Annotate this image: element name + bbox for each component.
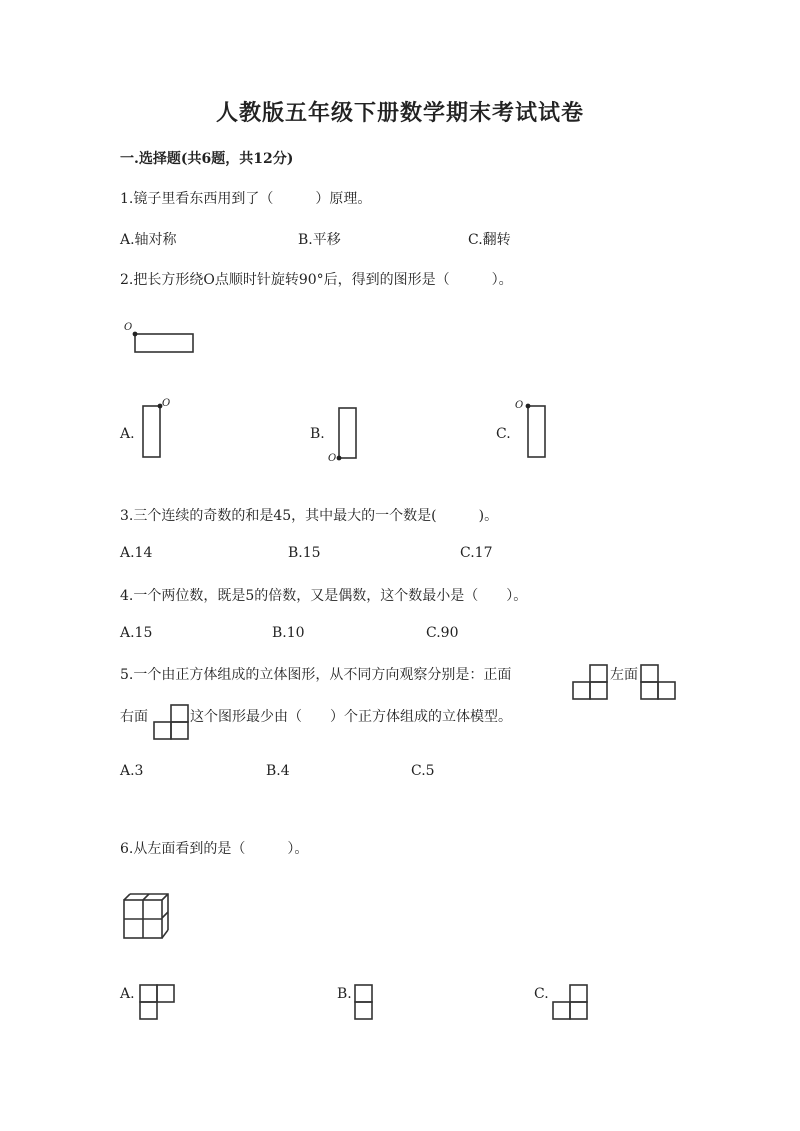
q6-option-c-figure[interactable] (552, 984, 592, 1022)
q5-option-b[interactable]: B.4 (266, 763, 290, 779)
question-4-stem: 4.一个两位数，既是5的倍数，又是偶数，这个数最小是（ ）。 (120, 588, 528, 604)
q6-option-c[interactable]: C. (534, 986, 549, 1002)
q2-option-c-figure[interactable] (512, 396, 552, 462)
question-6-stem: 6.从左面看到的是（ ）。 (120, 841, 309, 857)
q2-option-c[interactable]: C. (496, 426, 511, 442)
q3-option-a[interactable]: A.14 (120, 545, 153, 561)
q6-option-b[interactable]: B. (337, 986, 352, 1002)
cube-stack-figure (120, 890, 172, 942)
right-view-figure (153, 704, 191, 740)
q1-option-c[interactable]: C.翻转 (468, 232, 511, 248)
q6-option-b-figure[interactable] (354, 984, 376, 1022)
q3-option-b[interactable]: B.15 (288, 545, 321, 561)
point-o-label: O (515, 400, 524, 411)
q6-option-a[interactable]: A. (120, 986, 135, 1002)
q3-option-c[interactable]: C.17 (460, 545, 493, 561)
section-heading: 一.选择题(共6题，共12分) (120, 151, 294, 167)
q1-option-a[interactable]: A.轴对称 (120, 232, 177, 248)
point-o-label: O (124, 322, 133, 333)
question-5-right-view-label: 右面 (120, 709, 148, 725)
front-view-figure (572, 664, 610, 700)
question-5-stem-line2: 这个图形最少由（ ）个正方体组成的立体模型。 (190, 709, 512, 725)
page-title: 人教版五年级下册数学期末考试试卷 (215, 100, 584, 126)
q5-option-c[interactable]: C.5 (411, 763, 435, 779)
question-5-stem-line1: 5.一个由正方体组成的立体图形，从不同方向观察分别是：正面 (120, 667, 512, 683)
q4-option-c[interactable]: C.90 (426, 625, 459, 641)
q5-option-a[interactable]: A.3 (120, 763, 144, 779)
point-o-label: O (162, 398, 171, 409)
q2-option-a-figure[interactable] (136, 396, 176, 462)
q2-option-b-figure[interactable] (324, 400, 364, 466)
question-1-stem: 1.镜子里看东西用到了（ ）原理。 (120, 191, 372, 207)
point-o-label: O (328, 453, 337, 464)
question-5-left-view-label: 左面 (610, 667, 638, 683)
q4-option-a[interactable]: A.15 (120, 625, 153, 641)
q6-option-a-figure[interactable] (139, 984, 177, 1022)
q2-option-b[interactable]: B. (310, 426, 325, 442)
q4-option-b[interactable]: B.10 (272, 625, 305, 641)
question-3-stem: 3.三个连续的奇数的和是45，其中最大的一个数是( )。 (120, 508, 499, 524)
q1-option-b[interactable]: B.平移 (298, 232, 341, 248)
original-rectangle-figure (118, 318, 208, 358)
question-2-stem: 2.把长方形绕O点顺时针旋转90°后，得到的图形是（ ）。 (120, 272, 513, 288)
q2-option-a[interactable]: A. (120, 426, 135, 442)
left-view-figure (640, 664, 680, 700)
